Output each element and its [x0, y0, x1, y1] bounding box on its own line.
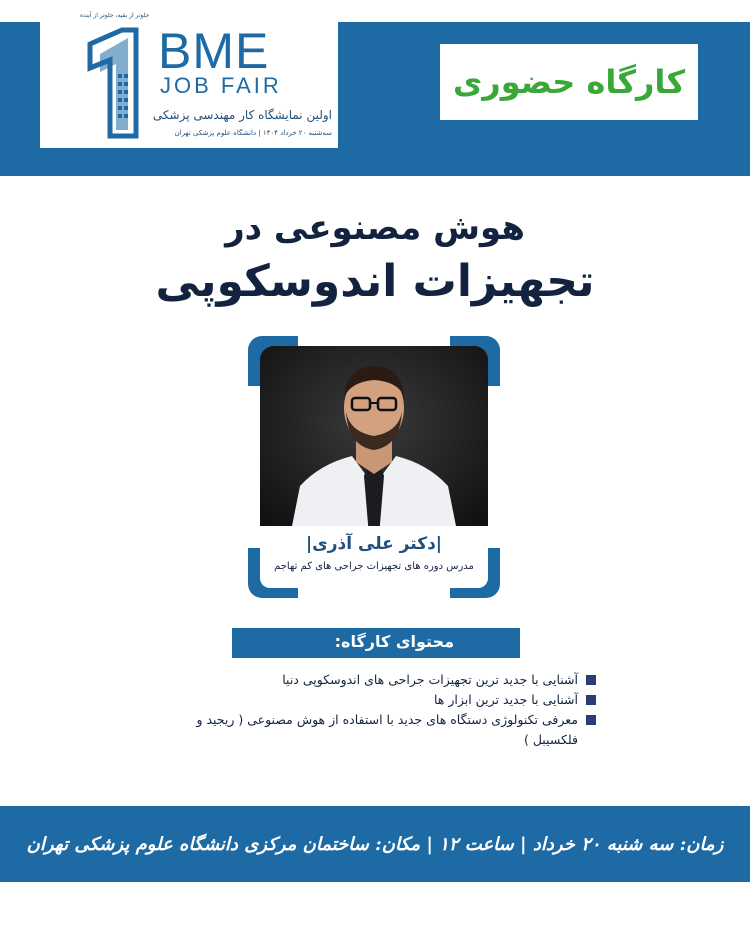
content-list [150, 670, 600, 750]
workshop-type-badge [440, 44, 698, 120]
event-details-footer [0, 806, 750, 882]
logo-date-line: سه‌شنبه ۲۰ خرداد ۱۴۰۴ | دانشگاه علوم پزشکی تهران [174, 129, 332, 137]
speaker-name-box [260, 526, 488, 588]
list-item [150, 710, 600, 750]
speaker-role: مدرس دوره های تجهیزات جراحی های کم تهاجم [274, 561, 474, 572]
content-heading: محتوای کارگاه: [334, 632, 454, 651]
event-logo [40, 10, 338, 148]
numeral-one-logo-icon [70, 24, 156, 142]
list-item-text: معرفی تکنولوژی دستگاه های جدید با استفاده از هوش مصنوعی ( ریجید و فلکسیبل ) [196, 712, 578, 747]
logo-event-name: JOB FAIR [160, 73, 282, 98]
list-item-text: آشنایی با جدید ترین تجهیزات جراحی های اندوسکوپی دنیا [282, 672, 578, 687]
title-line-2: تجهیزات اندوسکوپی [155, 256, 595, 307]
square-bullet-icon [586, 715, 596, 725]
speaker-name: |دکتر علی آذری| [305, 534, 443, 554]
event-details-text: زمان: سه شنبه ۲۰ خرداد | ساعت ۱۲ | مکان: ساختمان مرکزی دانشگاه علوم پزشکی تهران [26, 833, 724, 855]
speaker-photo [260, 346, 488, 536]
list-item-text: آشنایی با جدید ترین ابزار ها [433, 692, 578, 707]
logo-tagline: جلوتر از بقیه، جلوتر از آینده [80, 12, 150, 19]
badge-label: کارگاه حضوری [452, 63, 686, 101]
speaker-portrait-icon [260, 346, 488, 536]
speaker-card [248, 336, 500, 598]
logo-subtitle: اولین نمایشگاه کار مهندسی پزشکی [152, 108, 332, 122]
content-heading-bar [232, 628, 520, 658]
header-bottom-strip [0, 148, 750, 176]
logo-brand: BME [158, 23, 270, 79]
square-bullet-icon [586, 695, 596, 705]
header-left-block [0, 22, 40, 150]
list-item [150, 690, 600, 710]
square-bullet-icon [586, 675, 596, 685]
title-line-1: هوش مصنوعی در [225, 208, 525, 248]
list-item [150, 670, 600, 690]
